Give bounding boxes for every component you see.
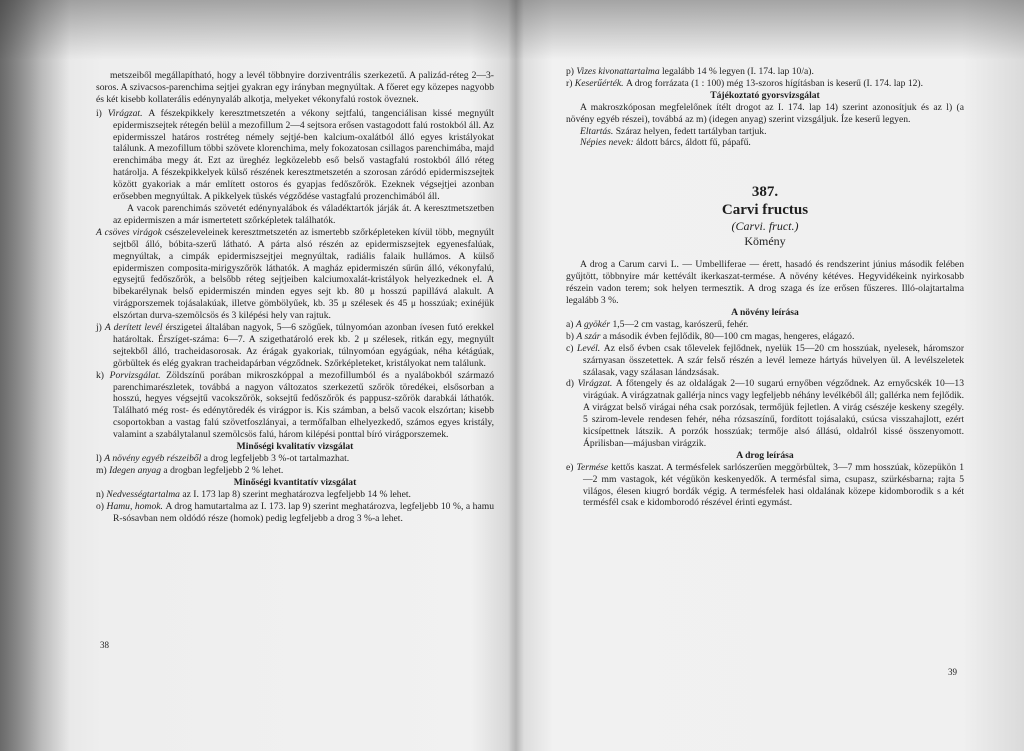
item-text: csészeleveleinek keresztmetszetén az ismertebb szőrképleteken kívül több, megnyúlt sejtből álló, bóbita-szerű látható. A párta alsó részén az epidermiszsejtek egyenesfalúak, megnyúltak, a cimpák epidermiszsejtjei megnyúltak, radiális falaik hullámos. A külső epidermiszen composita-mirigyszőrök láthatók. A magház epidermiszén sűrűn álló, vékonyfalú, egysejtű fedőszőrök, a belsőbb réteg sejtjeiben kalciumoxalát-kristályok helyezkednek el. A bibekarélynak belső epidermiszén minden egyes sejt kb. 80 μ hosszú papillává alakult. A virágporszemek tojásalakúak, illetve gömbölyűek, kb. 35 μ szélesek és 45 μ hosszúak; exinéjük elszórtan durva-szemölcsös és 3 kilépési hely van rajtuk. xyxy=(113,226,494,322)
item-m xyxy=(96,465,494,477)
item-lead: Nedvességtartalma xyxy=(106,488,183,500)
item-i-receptacle: A vacok parenchimás szövetét edénynyalábok és váladéktartók járják át. A keresztmetszetben az epidermiszen a már ismertetett szőrképletek találhatók. xyxy=(113,202,494,226)
item-label: c) xyxy=(566,342,578,354)
monograph-latin-short: (Carvi. fruct.) xyxy=(731,219,799,234)
item-lead: Virágzat. xyxy=(577,378,616,390)
item-k xyxy=(96,370,494,441)
folk-names-lead: Népies nevek: xyxy=(580,137,636,149)
item-o xyxy=(96,501,494,525)
plant-item-b xyxy=(566,331,964,343)
heading-qualitative: Minőségi kvalitatív vizsgálat xyxy=(236,441,354,453)
monograph-title: Carvi fructus xyxy=(721,202,809,219)
item-text: 1,5—2 cm vastag, karószerű, fehér. xyxy=(612,318,749,330)
item-text: legalább 14 % legyen (I. 174. lap 10/a). xyxy=(662,66,814,77)
item-text: A főtengely és az oldalágak 2—10 sugarú ernyőben végződnek. Az ernyőcskék 10—13 virágúak. A virágzatnak gallérja nincs vagy legfeljebb néhány levélkéből áll; gallérka nem fejlődik. A virágzat belső virágai néha csak porzósak, termőjük fejletlen. A virág csészéje keskeny szegély. 5 szirom-levele rendesen fehér, néha rózsaszínű, fordított tojásalakú, csúcsa visszahajlott, ezért kicsípettnek látszik. A porzók hosszúak; termője alsó állású, oldalról kissé összenyomott. Áprilisban—májusban virágzik. xyxy=(583,378,964,449)
item-label: e) xyxy=(566,461,577,473)
item-text: A drog hamutartalma az I. 173. lap 9) szerint meghatározva, legfeljebb 10 %, a hamu R-sósavban nem oldódó része (homok) pedig legfeljebb a drog 3 %-a lehet. xyxy=(113,500,494,524)
item-lead: A derített levél xyxy=(104,322,166,334)
item-l xyxy=(96,453,494,465)
item-lead: Virágzat. xyxy=(107,107,149,119)
item-label: n) xyxy=(96,488,107,500)
item-lead: Levél. xyxy=(577,342,604,354)
item-text: a drog legfeljebb 3 %-ot tartalmazhat. xyxy=(203,453,350,464)
item-lead: Vizes kivonattartalma xyxy=(576,66,663,77)
item-n xyxy=(96,489,494,501)
page-number-right: 39 xyxy=(948,667,957,677)
item-text: kettős kaszat. A termésfelek sarlószerűen meggörbültek, 3—7 mm hosszúak, közepükön 1—2 mm vastagok, két végükön keskenyedők. A termésfal sima, csupasz, szürkésbarna; rajta 5 világos, élesen kiugró bordák végig. A termésfelek hasi oldalának közepe kidomborodik s a két termésfél csak e kidomborodó részével érinti egymást. xyxy=(583,461,965,509)
item-lead: Hamu, homok. xyxy=(106,500,166,512)
quick-test-paragraph: A makroszkóposan megfelelőnek ítélt drogot az I. 174. lap 14) szerint azonosítjuk és az l) (a növény egyéb részei), továbbá az m) (idegen anyag) szerint vizsgáljuk. Íze keserű legyen. xyxy=(566,101,964,125)
item-text: Zöldszínű porában mikroszkóppal a mezofillumból és a nyalábokból származó parenchimarészletek, továbbá a nagyon változatos szerkezetű szőrök töredékei, elsősorban a hosszú, hegyes végsejtű vacokszőrök, soksejtű fedőszőrök és pappusz-szőrök darabkái láthatók. Található még rost- és edénytöredék és virágpor is. Kis számban, a belső vacok elszórtan; kisebb csoportokban a vastag falú szövetfoszlányai, a termőfalban elhelyezkedő, számos egyes kristály, valamint a szabálytalanul szemölcsös falú, három kilépési ponttal bíró virágporszemek. xyxy=(113,369,494,441)
item-text: érszigetei általában nagyok, 5—6 szögűek, túlnyomóan azonban ívesen futó erekkel határoltak. Érszíget-száma: 6—7. A szigethatároló erek kb. 2 μ szélesek, ritkán egy, megnyúlt sejtekből álló, tracheidasorosak. Az érágak gyakoriak, túlnyomóan egyágúak, néha kétágúak, görbültek és elég gyakran tracheidapárban végződnek. Szőrképleteket, kristályokat nem találunk. xyxy=(113,322,494,369)
item-lead: Porvizsgálat. xyxy=(109,369,167,381)
item-label: k) xyxy=(96,369,110,381)
item-r xyxy=(566,78,964,90)
item-label: o) xyxy=(96,500,107,512)
item-label: b) xyxy=(566,330,577,342)
item-p xyxy=(566,66,964,78)
scan-shadow-left xyxy=(0,0,70,751)
heading-drug-description: A drog leírása xyxy=(736,449,794,461)
item-label: m) xyxy=(96,464,110,476)
book-gutter xyxy=(508,0,524,751)
item-lead: Termése xyxy=(576,461,612,473)
monograph-number: 387. xyxy=(751,184,779,201)
item-label: j) xyxy=(96,322,105,334)
item-i xyxy=(96,108,494,203)
item-text: A fészekpikkely keresztmetszetén a vékony sejtfalú, tangenciálisan kissé megnyúlt epidermiszsejtek rétegén belül a mezofillum 2—4 sejtsora erősen vastagodott falú rostokból áll. Az epidermisszel határos rostréteg némely sejtjé-ben kalcium-oxalátból álló egyes kristályokat találunk. A mezofillum többi szövete klorenchima, mely fokozatosan csillagos parenchimába, majd erenchimába megy át. Ezt az üreghéz legközelebb eső belső vastagfalú rostokból álló réteg határolja. A fészekpikkelyek külső részének keresztmetszetén a szorosan záródó epidermiszsejtek között gyakoriak a már említett ostoros és gyapjas fedőszőrök. Ezeknek végsejtjei azonban erősebben megnyúltak. A pikkelyek tüskés végződése vastagfalú prozenchimából áll. xyxy=(113,107,495,203)
heading-quantitative: Minőségi kvantitatív vizsgálat xyxy=(233,476,357,488)
plant-item-c xyxy=(566,343,964,379)
item-lead: A növény egyéb részeiből xyxy=(104,453,204,464)
item-i-florets xyxy=(96,227,494,322)
item-text: A drog forrázata (1 : 100) még 13-szoros hígításban is keserű (I. 174. lap 12). xyxy=(625,77,924,89)
item-lead: A csöves virágok xyxy=(96,226,165,238)
plant-item-a xyxy=(566,319,964,331)
item-lead: Keserűérték. xyxy=(574,77,626,89)
item-text: Az első évben csak tőlevelek fejlődnek, nyelük 15—20 cm hosszúak, nyelesek, háromszor szárnyasan összetettek. A szár felső részén a levél lemeze hártyás hüvelyen ül. A levélszeletek szálasak, vagy szálasan lándzsásak. xyxy=(583,342,965,378)
item-label: l) xyxy=(96,453,105,464)
item-label: r) xyxy=(566,77,575,89)
item-label: i) xyxy=(96,107,108,119)
item-lead: A szár xyxy=(576,330,603,342)
intro-paragraph: metszeiből megállapítható, hogy a levél többnyire dorziventrális szerkezetű. A palizád-réteg 2—3-soros. A szivacsos-parenchima sejtjei gyakran egy irányban megnyúltak. A főeret egy közepes nagyobb és két kisebb kollaterális edénynyaláb alkotja, melyeket vékonyfalú rostok öveznek. xyxy=(96,70,494,105)
storage-lead: Eltartás. xyxy=(580,125,616,137)
right-page xyxy=(566,66,964,509)
item-lead: Idegen anyag xyxy=(109,464,164,476)
item-j xyxy=(96,322,494,370)
item-label: p) xyxy=(566,66,577,77)
folk-names-line xyxy=(566,137,964,149)
item-lead: A gyökér xyxy=(575,318,613,330)
item-label: a) xyxy=(566,318,576,330)
plant-item-d xyxy=(566,378,964,449)
item-label: d) xyxy=(566,378,578,390)
item-text: a drogban legfeljebb 2 % lehet. xyxy=(163,464,284,476)
item-text: az I. 173 lap 8) szerint meghatározva legfeljebb 14 % lehet. xyxy=(182,488,411,500)
heading-quick-test: Tájékoztató gyorsvizsgálat xyxy=(710,89,820,101)
storage-text: Száraz helyen, fedett tartályban tartjuk. xyxy=(615,125,767,137)
drug-description: A drog a Carum carvi L. — Umbelliferae — érett, hasadó és rendszerint június második felében gyűjtött, többnyire már kettévált ikerkaszat-termése. A növény kétéves. Hegyvidékeink nyirkosabb részein vadon terem; sok helyen termesztik. A drog szaga és íze erősen fűszeres. Illó-olajtartalma legalább 3 %. xyxy=(566,259,964,307)
folk-names-text: áldott bárcs, áldott fű, pápafű. xyxy=(635,137,751,149)
monograph-hungarian-name: Kömény xyxy=(744,234,786,249)
heading-plant-description: A növény leírása xyxy=(731,306,799,318)
storage-line xyxy=(566,126,964,138)
page-number-left: 38 xyxy=(100,640,109,650)
left-page xyxy=(96,70,494,524)
item-text: a második évben fejlődik, 80—100 cm magas, hengeres, elágazó. xyxy=(602,330,855,342)
drug-item-e xyxy=(566,462,964,510)
